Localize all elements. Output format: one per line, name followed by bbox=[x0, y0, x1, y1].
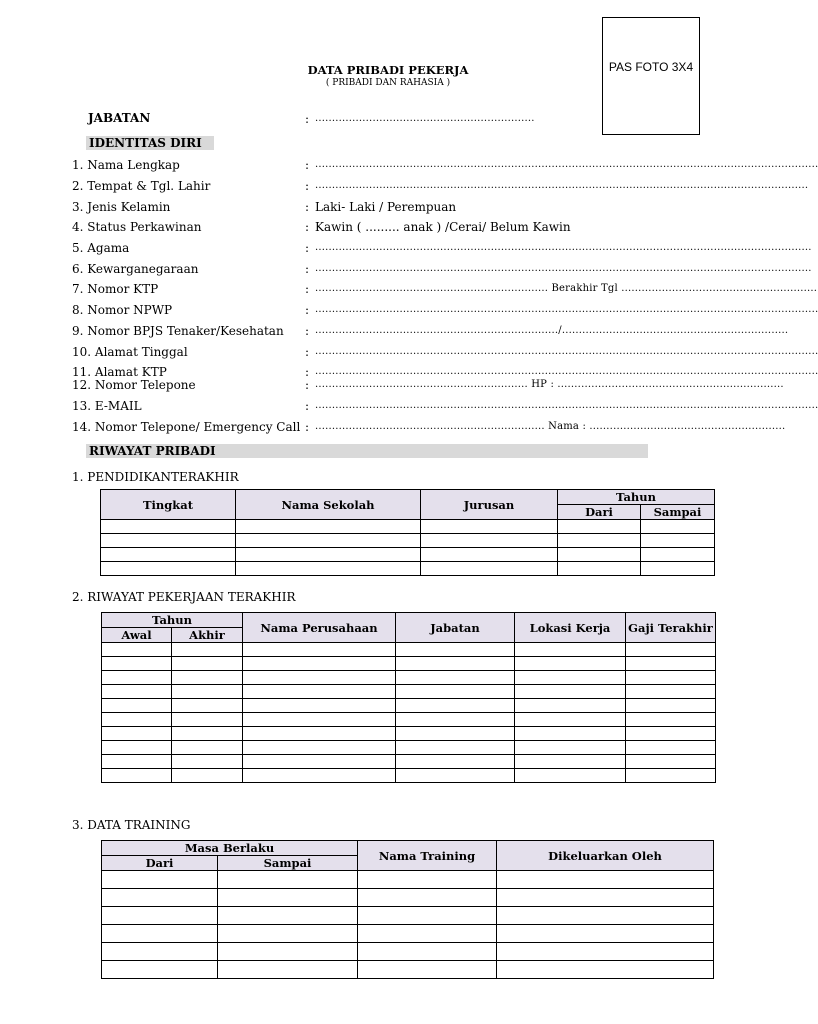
table-cell[interactable] bbox=[396, 741, 515, 755]
table-cell[interactable] bbox=[172, 671, 243, 685]
table-cell[interactable] bbox=[626, 755, 716, 769]
identitas-row-colon: : bbox=[305, 420, 310, 434]
table-cell[interactable] bbox=[172, 727, 243, 741]
table-cell[interactable] bbox=[558, 534, 641, 548]
table-cell[interactable] bbox=[102, 943, 218, 961]
page-subtitle: ( PRIBADI DAN RAHASIA ) bbox=[325, 78, 451, 88]
table-cell[interactable] bbox=[641, 520, 715, 534]
table-cell[interactable] bbox=[421, 520, 558, 534]
identitas-row-value[interactable]: ..................................................................... Berakhir Tgl .......................................................... bbox=[315, 283, 818, 294]
table-cell[interactable] bbox=[243, 685, 396, 699]
table-cell[interactable] bbox=[641, 562, 715, 576]
table-cell[interactable] bbox=[102, 925, 218, 943]
table-cell[interactable] bbox=[358, 889, 497, 907]
table-cell[interactable] bbox=[243, 671, 396, 685]
table-row bbox=[102, 943, 714, 961]
table-cell[interactable] bbox=[515, 769, 626, 783]
identitas-row-value[interactable]: .................................................................................................................................................. bbox=[315, 180, 809, 191]
riwayat-header: RIWAYAT PRIBADI bbox=[86, 444, 648, 458]
page-title: DATA PRIBADI PEKERJA bbox=[307, 63, 469, 77]
table-cell[interactable] bbox=[243, 713, 396, 727]
identitas-row-label: 11. Alamat KTP bbox=[72, 365, 167, 379]
identitas-row-value[interactable]: ..................................................................................................................................................... bbox=[315, 366, 818, 377]
table-cell[interactable] bbox=[641, 548, 715, 562]
table-row bbox=[102, 671, 716, 685]
identitas-row-value[interactable]: Laki- Laki / Perempuan bbox=[315, 200, 457, 214]
identitas-row-label: 5. Agama bbox=[72, 241, 130, 255]
table-cell[interactable] bbox=[558, 562, 641, 576]
table-cell[interactable] bbox=[497, 871, 714, 889]
table-cell[interactable] bbox=[218, 907, 358, 925]
table-cell[interactable] bbox=[558, 520, 641, 534]
table-row bbox=[102, 769, 716, 783]
table-cell[interactable] bbox=[497, 943, 714, 961]
identitas-row-colon: : bbox=[305, 220, 310, 234]
table-cell[interactable] bbox=[421, 562, 558, 576]
table-cell[interactable] bbox=[243, 727, 396, 741]
table-cell[interactable] bbox=[102, 769, 172, 783]
table-cell[interactable] bbox=[236, 520, 421, 534]
identitas-row-colon: : bbox=[305, 303, 310, 317]
identitas-row-label: 8. Nomor NPWP bbox=[72, 303, 173, 317]
pendidikan-title: 1. PENDIDIKANTERAKHIR bbox=[72, 470, 239, 484]
identitas-row-colon: : bbox=[305, 241, 310, 255]
table-cell[interactable] bbox=[102, 871, 218, 889]
table-row bbox=[102, 871, 714, 889]
table-cell[interactable] bbox=[358, 961, 497, 979]
table-cell[interactable] bbox=[243, 769, 396, 783]
table-row bbox=[102, 741, 716, 755]
identitas-row-value[interactable]: ................................................................................................................................................... bbox=[315, 242, 812, 253]
table-cell[interactable] bbox=[626, 671, 716, 685]
table-cell[interactable] bbox=[218, 889, 358, 907]
identitas-row-value[interactable]: ..................................................................................................................................................... bbox=[315, 400, 818, 411]
table-cell[interactable] bbox=[515, 671, 626, 685]
identitas-row-value[interactable]: ..................................................................................................................................................... bbox=[315, 346, 818, 357]
identitas-row-value[interactable]: ..................................................................................................................................................... bbox=[315, 304, 818, 315]
table-cell[interactable] bbox=[102, 907, 218, 925]
identitas-row-value[interactable]: .................................................................... Nama : .......................................................... bbox=[315, 421, 786, 432]
col-nama-perusahaan: Nama Perusahaan bbox=[243, 613, 396, 643]
identitas-row-label: 1. Nama Lengkap bbox=[72, 158, 180, 172]
table-row bbox=[102, 643, 716, 657]
table-cell[interactable] bbox=[497, 925, 714, 943]
table-cell[interactable] bbox=[101, 520, 236, 534]
table-cell[interactable] bbox=[102, 741, 172, 755]
table-cell[interactable] bbox=[421, 548, 558, 562]
identitas-row-colon: : bbox=[305, 345, 310, 359]
col-masa-berlaku: Masa Berlaku bbox=[102, 841, 358, 856]
identitas-row-colon: : bbox=[305, 399, 310, 413]
table-cell[interactable] bbox=[396, 685, 515, 699]
identitas-row-colon: : bbox=[305, 179, 310, 193]
table-row bbox=[102, 727, 716, 741]
table-cell[interactable] bbox=[243, 699, 396, 713]
pendidikan-table bbox=[100, 489, 715, 576]
table-cell[interactable] bbox=[515, 699, 626, 713]
table-cell[interactable] bbox=[172, 657, 243, 671]
identitas-row-label: 3. Jenis Kelamin bbox=[72, 200, 171, 214]
table-cell[interactable] bbox=[102, 657, 172, 671]
jabatan-colon: : bbox=[305, 112, 310, 126]
table-row bbox=[101, 548, 715, 562]
table-cell[interactable] bbox=[102, 713, 172, 727]
col-tahun: Tahun bbox=[102, 613, 243, 628]
table-cell[interactable] bbox=[236, 534, 421, 548]
training-table bbox=[101, 840, 714, 979]
table-cell[interactable] bbox=[515, 727, 626, 741]
col-jabatan: Jabatan bbox=[396, 613, 515, 643]
table-cell[interactable] bbox=[396, 727, 515, 741]
table-cell[interactable] bbox=[396, 769, 515, 783]
col-sampai: Sampai bbox=[641, 505, 715, 520]
col-awal: Awal bbox=[102, 628, 172, 643]
col-gaji-terakhir: Gaji Terakhir bbox=[626, 613, 716, 643]
identitas-row-colon: : bbox=[305, 324, 310, 338]
table-cell[interactable] bbox=[358, 925, 497, 943]
table-cell[interactable] bbox=[102, 643, 172, 657]
col-nama-training: Nama Training bbox=[358, 841, 497, 871]
table-cell[interactable] bbox=[626, 727, 716, 741]
identitas-row-colon: : bbox=[305, 158, 310, 172]
table-cell[interactable] bbox=[515, 755, 626, 769]
col-lokasi-kerja: Lokasi Kerja bbox=[515, 613, 626, 643]
table-cell[interactable] bbox=[515, 685, 626, 699]
col-tingkat: Tingkat bbox=[101, 490, 236, 520]
table-cell[interactable] bbox=[515, 741, 626, 755]
table-cell[interactable] bbox=[172, 741, 243, 755]
identitas-row-label: 13. E-MAIL bbox=[72, 399, 142, 413]
identitas-row-colon: : bbox=[305, 282, 310, 296]
identitas-row-value[interactable]: Kawin ( ......... anak ) /Cerai/ Belum Kawin bbox=[315, 220, 571, 234]
table-row bbox=[102, 907, 714, 925]
table-cell[interactable] bbox=[497, 961, 714, 979]
table-cell[interactable] bbox=[172, 685, 243, 699]
table-row bbox=[101, 520, 715, 534]
col-tahun: Tahun bbox=[558, 490, 715, 505]
table-row bbox=[102, 925, 714, 943]
table-cell[interactable] bbox=[172, 643, 243, 657]
table-cell[interactable] bbox=[236, 562, 421, 576]
table-cell[interactable] bbox=[626, 713, 716, 727]
table-cell[interactable] bbox=[515, 643, 626, 657]
table-row bbox=[102, 889, 714, 907]
col-jurusan: Jurusan bbox=[421, 490, 558, 520]
identitas-row-colon: : bbox=[305, 200, 310, 214]
table-cell[interactable] bbox=[396, 713, 515, 727]
table-cell[interactable] bbox=[172, 699, 243, 713]
table-cell[interactable] bbox=[102, 727, 172, 741]
identitas-row-label: 9. Nomor BPJS Tenaker/Kesehatan bbox=[72, 324, 284, 338]
table-cell[interactable] bbox=[218, 871, 358, 889]
table-cell[interactable] bbox=[358, 943, 497, 961]
table-row bbox=[102, 713, 716, 727]
col-dikeluarkan-oleh: Dikeluarkan Oleh bbox=[497, 841, 714, 871]
table-cell[interactable] bbox=[172, 713, 243, 727]
table-row bbox=[101, 534, 715, 548]
identitas-row-label: 10. Alamat Tinggal bbox=[72, 345, 188, 359]
table-cell[interactable] bbox=[515, 657, 626, 671]
table-cell[interactable] bbox=[641, 534, 715, 548]
table-cell[interactable] bbox=[236, 548, 421, 562]
table-cell[interactable] bbox=[102, 685, 172, 699]
table-cell[interactable] bbox=[102, 699, 172, 713]
table-row bbox=[102, 685, 716, 699]
table-cell[interactable] bbox=[172, 755, 243, 769]
table-cell[interactable] bbox=[358, 871, 497, 889]
training-title: 3. DATA TRAINING bbox=[72, 818, 191, 832]
table-row bbox=[102, 657, 716, 671]
identitas-row-label: 14. Nomor Telepone/ Emergency Call bbox=[72, 420, 301, 434]
identitas-row-value[interactable]: ................................................................................................................................................... bbox=[315, 263, 812, 274]
col-sampai: Sampai bbox=[218, 856, 358, 871]
col-dari: Dari bbox=[102, 856, 218, 871]
table-cell[interactable] bbox=[172, 769, 243, 783]
col-dari: Dari bbox=[558, 505, 641, 520]
table-cell[interactable] bbox=[218, 925, 358, 943]
table-cell[interactable] bbox=[558, 548, 641, 562]
table-cell[interactable] bbox=[626, 769, 716, 783]
table-cell[interactable] bbox=[243, 741, 396, 755]
table-cell[interactable] bbox=[218, 943, 358, 961]
table-cell[interactable] bbox=[421, 534, 558, 548]
table-cell[interactable] bbox=[243, 755, 396, 769]
table-cell[interactable] bbox=[218, 961, 358, 979]
table-cell[interactable] bbox=[102, 889, 218, 907]
pekerjaan-title: 2. RIWAYAT PEKERJAAN TERAKHIR bbox=[72, 590, 296, 604]
table-cell[interactable] bbox=[102, 671, 172, 685]
table-cell[interactable] bbox=[101, 562, 236, 576]
jabatan-field[interactable]: ................................................................. bbox=[315, 113, 535, 124]
table-row bbox=[101, 562, 715, 576]
identitas-row-value[interactable]: ......................................................................../................................................................... bbox=[315, 325, 789, 336]
identitas-row-value[interactable]: ..................................................................................................................................................... bbox=[315, 159, 818, 170]
table-cell[interactable] bbox=[626, 643, 716, 657]
identitas-row-label: 12. Nomor Telepone bbox=[72, 378, 196, 392]
identitas-row-colon: : bbox=[305, 262, 310, 276]
table-cell[interactable] bbox=[626, 685, 716, 699]
table-row bbox=[102, 755, 716, 769]
pekerjaan-table bbox=[101, 612, 716, 783]
table-row bbox=[102, 961, 714, 979]
col-akhir: Akhir bbox=[172, 628, 243, 643]
table-cell[interactable] bbox=[102, 961, 218, 979]
identitas-header: IDENTITAS DIRI bbox=[86, 136, 214, 150]
photo-label: PAS FOTO 3X4 bbox=[608, 60, 694, 74]
table-cell[interactable] bbox=[396, 671, 515, 685]
identitas-row-label: 6. Kewarganegaraan bbox=[72, 262, 199, 276]
table-cell[interactable] bbox=[243, 657, 396, 671]
table-cell[interactable] bbox=[626, 741, 716, 755]
table-cell[interactable] bbox=[515, 713, 626, 727]
table-row bbox=[102, 699, 716, 713]
table-cell[interactable] bbox=[101, 548, 236, 562]
table-cell[interactable] bbox=[497, 889, 714, 907]
identitas-row-label: 4. Status Perkawinan bbox=[72, 220, 202, 234]
identitas-row-colon: : bbox=[305, 378, 310, 392]
table-cell[interactable] bbox=[102, 755, 172, 769]
table-cell[interactable] bbox=[243, 643, 396, 657]
table-cell[interactable] bbox=[626, 657, 716, 671]
table-cell[interactable] bbox=[396, 643, 515, 657]
table-cell[interactable] bbox=[358, 907, 497, 925]
table-cell[interactable] bbox=[396, 657, 515, 671]
table-cell[interactable] bbox=[497, 907, 714, 925]
table-cell[interactable] bbox=[396, 755, 515, 769]
identitas-row-value[interactable]: ............................................................... HP : ................................................................... bbox=[315, 379, 784, 390]
identitas-row-label: 7. Nomor KTP bbox=[72, 282, 159, 296]
table-cell[interactable] bbox=[101, 534, 236, 548]
identitas-row-label: 2. Tempat & Tgl. Lahir bbox=[72, 179, 211, 193]
identitas-row-colon: : bbox=[305, 365, 310, 379]
col-nama-sekolah: Nama Sekolah bbox=[236, 490, 421, 520]
jabatan-label: JABATAN bbox=[88, 111, 151, 125]
table-cell[interactable] bbox=[396, 699, 515, 713]
table-cell[interactable] bbox=[626, 699, 716, 713]
